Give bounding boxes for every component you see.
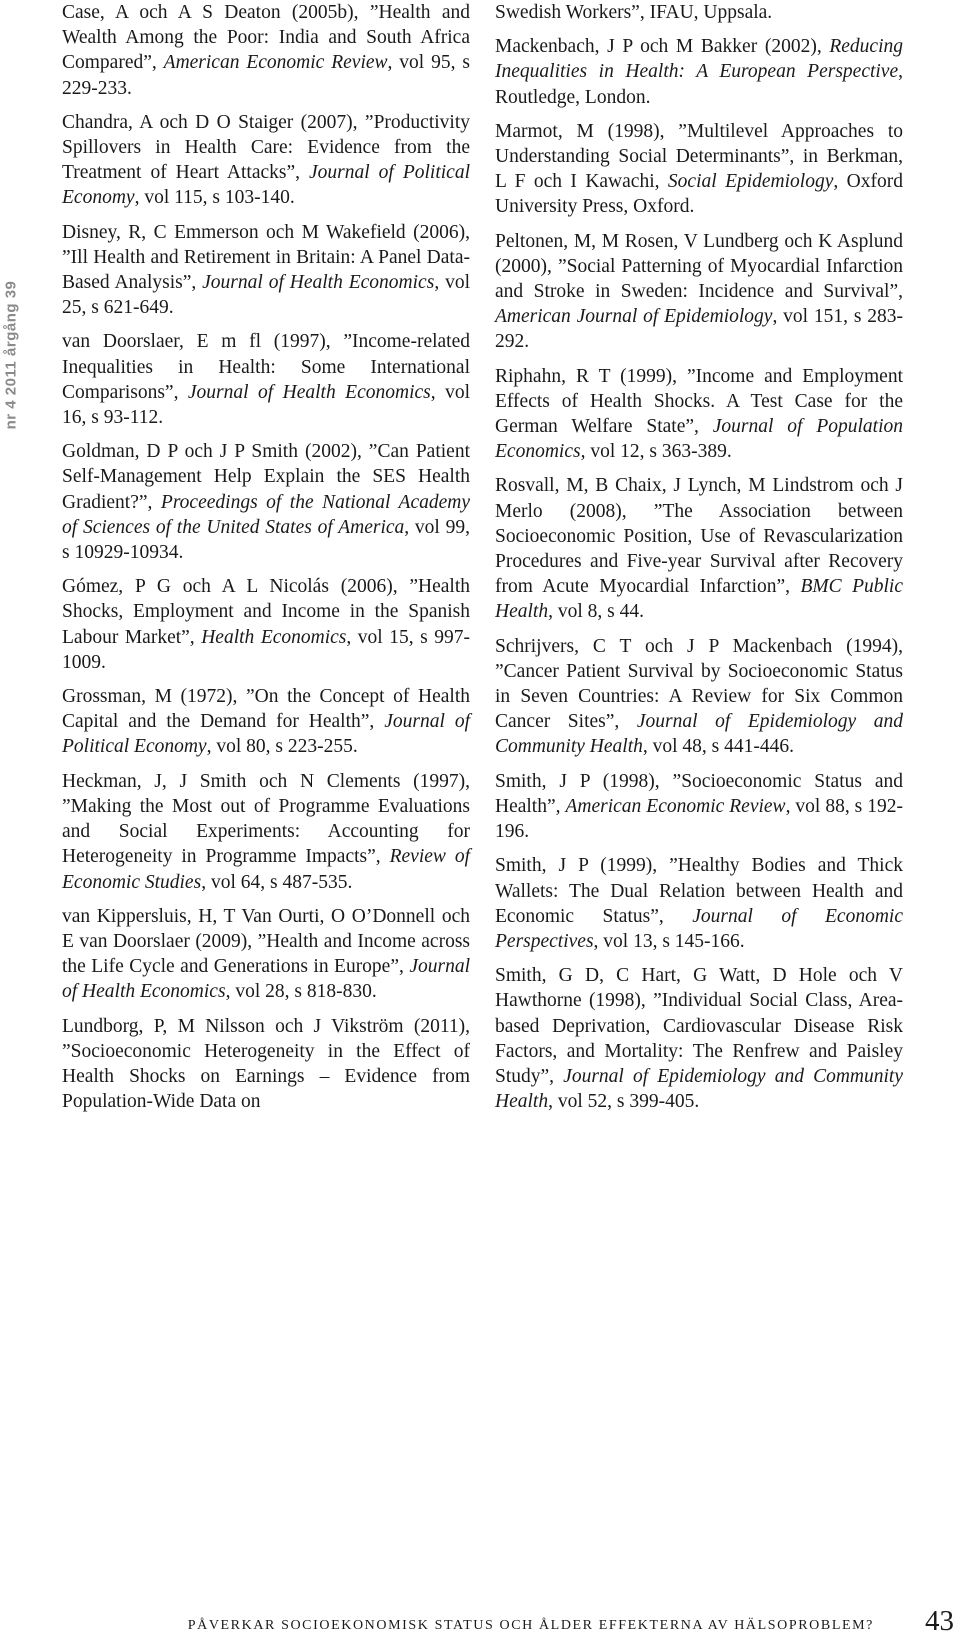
reference-text: Smith, J P (1999), ”Healthy Bodies and Thick Wallets: The Dual Relation between Health and Economic Status”, [495,855,903,927]
reference-journal: Journal of Epidemiology and Community Health [495,711,904,758]
reference-volume: , vol 28, s 818-830. [225,981,377,1003]
reference-journal: American Journal of Epidemiology [495,306,773,328]
reference-entry [62,439,470,565]
reference-text: van Doorslaer, E m fl (1997), ”Income-related Inequalities in Health: Some International Comparisons”, [62,331,470,403]
reference-column-left [62,0,470,1123]
reference-entry [495,853,903,954]
running-title: PÅVERKAR SOCIOEKONOMISK STATUS OCH ÅLDER EFFEKTERNA AV HÄLSOPROBLEM? [187,1618,874,1633]
reference-journal: BMC Public Health [495,576,903,623]
reference-entry [495,119,903,220]
reference-journal: Journal of Health Economics [187,381,431,403]
reference-volume: , vol 88, s 192-196. [495,795,903,843]
reference-entry [62,1014,470,1115]
reference-volume: , vol 48, s 441-446. [642,736,794,758]
reference-journal: Review of Economic Studies [62,846,470,893]
reference-journal: Health Economics [201,626,347,648]
reference-journal: Journal of Population Economics [495,416,903,463]
reference-volume: , vol 151, s 283-292. [495,306,903,353]
reference-entry [495,229,903,355]
reference-entry [62,329,470,430]
reference-text: Riphahn, R T (1999), ”Income and Employment Effects of Health Shocks. A Test Case for the German Welfare State”, [495,365,903,438]
reference-journal: Journal of Health Economics [202,272,435,294]
reference-text: Disney, R, C Emmerson och M Wakefield (2006), ”Ill Health and Retirement in Britain: A Panel Data-Based Analysis”, [62,221,470,294]
reference-text: Lundborg, P, M Nilsson och J Vikström (2011), ”Socioeconomic Heterogeneity in the Effect of Health Shocks on Earnings – Evidence from Population-Wide Data on [62,1015,470,1113]
reference-column-right [495,0,903,1123]
reference-text: Marmot, M (1998), ”Multilevel Approaches to Understanding Social Determinants”, in Berkman, L F och I Kawachi, [495,120,903,193]
reference-volume: , vol 12, s 363-389. [580,441,732,463]
reference-volume: , vol 15, s 997-1009. [62,626,471,673]
reference-volume: , vol 99, s 10929-10934. [62,516,471,564]
reference-text: Heckman, J, J Smith och N Clements (1997), ”Making the Most out of Programme Evaluations and Social Experiments: Accounting for Heterogeneity in Programme Impacts”, [62,770,470,868]
reference-journal: Social Epidemiology [667,171,834,193]
reference-journal: Journal of Health Economics [62,956,470,1003]
page-footer [0,1605,960,1638]
reference-journal: Reducing Inequalities in Health: A European Perspective [495,36,903,83]
reference-volume: , vol 16, s 93-112. [62,381,470,429]
reference-entry [62,220,470,321]
reference-text: Case, A och A S Deaton (2005b), ”Health and Wealth Among the Poor: India and South Africa Compared”, [62,2,470,74]
reference-entry [495,473,903,624]
reference-text: Gómez, P G och A L Nicolás (2006), ”Health Shocks, Employment and Income in the Spanish Labour Market”, [62,576,470,648]
reference-entry [62,110,470,211]
reference-volume: , vol 64, s 487-535. [201,871,353,893]
reference-volume: , vol 80, s 223-255. [206,736,358,758]
issue-side-label-text: nr 4 2011 årgång 39 [2,280,20,430]
reference-text: Smith, J P (1998), ”Socioeconomic Status and Health”, [495,770,903,817]
reference-volume: , Oxford University Press, Oxford. [495,171,903,218]
reference-journal: American Economic Review [163,52,388,74]
reference-entry [495,364,903,465]
reference-entry [495,963,903,1114]
reference-entry [495,0,903,25]
reference-volume: , vol 13, s 145-166. [593,930,745,952]
reference-text: Smith, G D, C Hart, G Watt, D Hole och V Hawthorne (1998), ”Individual Social Class, Area-based Deprivation, Cardiovascular Disease Risk Factors, and Mortality: The Renfrew and Paisley Study”, [495,965,903,1087]
reference-text: Goldman, D P och J P Smith (2002), ”Can Patient Self-Management Help Explain the SES Health Gradient?”, [62,441,470,513]
reference-entry [62,904,470,1005]
reference-volume: , vol 52, s 399-405. [548,1091,700,1113]
reference-journal: Journal of Economic Perspectives [495,905,903,952]
reference-volume: , vol 8, s 44. [548,601,644,623]
reference-entry [62,574,470,675]
reference-text: Swedish Workers”, IFAU, Uppsala. [495,2,773,23]
page-number: 43 [925,1605,954,1637]
reference-volume: , vol 115, s 103-140. [134,187,295,209]
reference-text: Peltonen, M, M Rosen, V Lundberg och K Asplund (2000), ”Social Patterning of Myocardial Infarction and Stroke in Sweden: Incidence and Survival”, [495,230,903,303]
reference-text: Schrijvers, C T och J P Mackenbach (1994), ”Cancer Patient Survival by Socioeconomic Status in Seven Countries: A Review for Six Common Cancer Sites”, [495,635,903,733]
reference-text: Chandra, A och D O Staiger (2007), ”Productivity Spillovers in Health Care: Evidence from the Treatment of Heart Attacks”, [62,111,470,184]
reference-entry [62,0,470,101]
reference-text: Grossman, M (1972), ”On the Concept of Health Capital and the Demand for Health”, [62,686,470,733]
reference-volume: , vol 25, s 621-649. [62,272,471,319]
reference-journal: Journal of Political Economy [62,162,470,209]
reference-journal: Journal of Political Economy [62,711,470,758]
reference-text: van Kippersluis, H, T Van Ourti, O O’Donnell och E van Doorslaer (2009), ”Health and Income across the Life Cycle and Generations in Europe”, [62,905,470,978]
reference-entry [495,34,903,110]
reference-entry [495,769,903,845]
reference-text: Mackenbach, J P och M Bakker (2002), [495,36,830,58]
reference-text: Rosvall, M, B Chaix, J Lynch, M Lindstrom och J Merlo (2008), ”The Association between Socioeconomic Position, Use of Revascularization Procedures and Five-year Survival after Recovery from Acute Myocardial Infarction”, [495,475,903,598]
reference-journal: Proceedings of the National Academy of Sciences of the United States of America [62,491,470,538]
reference-journal: American Economic Review [565,795,786,817]
reference-volume: , vol 95, s 229-233. [62,52,470,99]
reference-journal: Journal of Epidemiology and Community Health [495,1065,903,1113]
reference-entry [495,634,903,760]
reference-entry [62,769,470,895]
reference-entry [62,684,470,760]
reference-volume: , Routledge, London. [495,61,903,108]
issue-side-label [0,230,22,480]
